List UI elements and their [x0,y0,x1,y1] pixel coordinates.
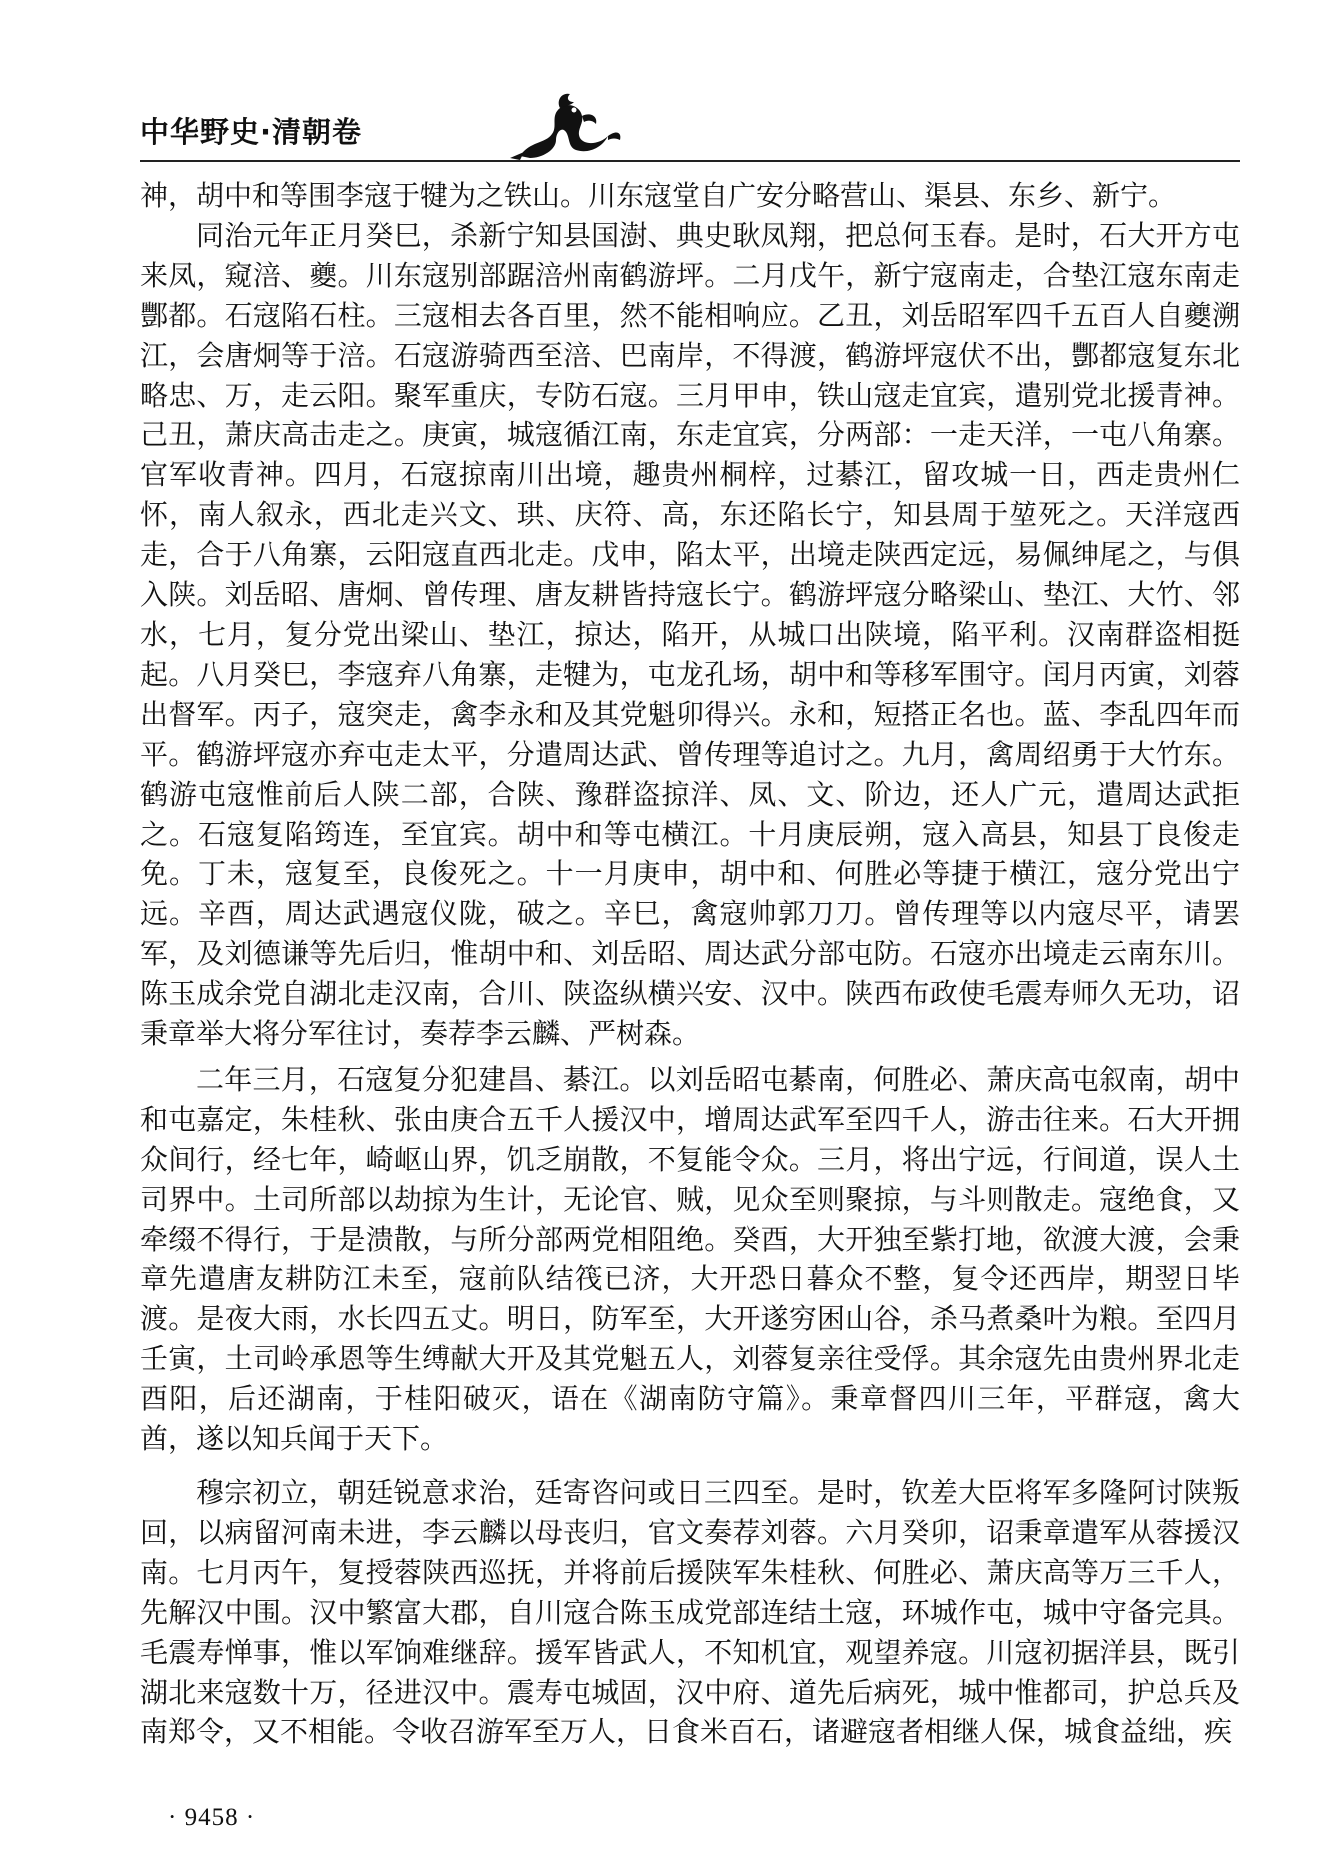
page-number: · 9458 · [168,1804,256,1831]
header-rule [140,160,1240,162]
main-text [140,176,1240,1752]
paragraph: 神，胡中和等围李寇于犍为之铁山。川东寇堂自广安分略营山、渠县、东乡、新宁。 [140,179,1177,212]
dragon-logo-icon [490,86,640,166]
book-title: 中华野史·清朝卷 [140,115,363,149]
paragraph: 同治元年正月癸巳，杀新宁知县国澍、典史耿凤翔，把总何玉春。是时，石大开方屯来凤，窥涪、夔。川东寇别部踞涪州南鹤游坪。二月戊午，新宁寇南走，合垫江寇东南走酆都。石寇陷石柱。三寇相去各百里，然不能相响应。乙丑，刘岳昭军四千五百人自夔溯江，会唐炯等于涪。石寇游骑西至涪、巴南岸，不得渡，鹤游坪寇伏不出，酆都寇复东北略忠、万，走云阳。聚军重庆，专防石寇。三月甲申，铁山寇走宜宾，遣别党北援青神。己丑，萧庆高击走之。庚寅，城寇循江南，东走宜宾，分两部：一走天洋，一屯八角寨。官军收青神。四月，石寇掠南川出境，趣贵州桐梓，过綦江，留攻城一日，西走贵州仁怀，南人叙永，西北走兴文、珙、庆符、高，东还陷长宁，知县周于堃死之。天洋寇西走，合于八角寨，云阳寇直西北走。戊申，陷太平，出境走陕西定远，易佩绅尾之，与俱入陕。刘岳昭、唐炯、曾传理、唐友耕皆持寇长宁。鹤游坪寇分略梁山、垫江、大竹、邻水，七月，复分党出梁山、垫江，掠达，陷开，从城口出陕境，陷平利。汉南群盗相挺起。八月癸巳，李寇弃八角寨，走犍为，屯龙孔场，胡中和等移军围守。闰月丙寅，刘蓉出督军。丙子，寇突走，禽李永和及其党魁卯得兴。永和，短搭正名也。蓝、李乱四年而平。鹤游坪寇亦弃屯走太平，分遣周达武、曾传理等追讨之。九月，禽周绍勇于大竹东。鹤游屯寇惟前后人陕二部，合陕、豫群盗掠洋、凤、文、阶边，还人广元，遣周达武拒之。石寇复陷筠连，至宜宾。胡中和等屯横江。十月庚辰朔，寇入高县，知县丁良俊走免。丁未，寇复至，良俊死之。十一月庚申，胡中和、何胜必等捷于横江，寇分党出宁远。辛酉，周达武遇寇仪陇，破之。辛巳，禽寇帅郭刀刀。曾传理等以内寇尽平，请罢军，及刘德谦等先后归，惟胡中和、刘岳昭、周达武分部屯防。石寇亦出境走云南东川。陈玉成余党自湖北走汉南，合川、陕盗纵横兴安、汉中。陕西布政使毛震寿师久无功，诏秉章举大将分军往讨，奏荐李云麟、严树森。 [140,218,1240,1051]
paragraph: 二年三月，石寇复分犯建昌、綦江。以刘岳昭屯綦南，何胜必、萧庆高屯叙南，胡中和屯嘉定，朱桂秋、张由庚合五千人援汉中，增周达武军至四千人，游击往来。石大开拥众间行，经七年，崎岖山界，饥乏崩散，不复能令众。三月，将出宁远，行间道，误人土司界中。土司所部以劫掠为生计，无论官、贼，见众至则聚掠，与斗则散走。寇绝食，又牵缀不得行，于是溃散，与所分部两党相阻绝。癸酉，大开独至紫打地，欲渡大渡，会秉章先遣唐友耕防江未至，寇前队结筏已济，大开恐日暮众不整，复令还西岸，期翌日毕渡。是夜大雨，水长四五丈。明日，防军至，大开遂穷困山谷，杀马煮桑叶为粮。至四月壬寅，土司岭承恩等生缚献大开及其党魁五人，刘蓉复亲往受俘。其余寇先由贵州界北走酉阳，后还湖南，于桂阳破灭，语在《湖南防守篇》。秉章督四川三年，平群寇，禽大酋，遂以知兵闻于天下。 [140,1062,1240,1456]
paragraph: 穆宗初立，朝廷锐意求治，廷寄咨问或日三四至。是时，钦差大臣将军多隆阿讨陕叛回，以病留河南未进，李云麟以母丧归，官文奏荐刘蓉。六月癸卯，诏秉章遣军从蓉援汉南。七月丙午，复授蓉陕西巡抚，并将前后援陕军朱桂秋、何胜必、萧庆高等万三千人，先解汉中围。汉中繁富大郡，自川寇合陈玉成党部连结土寇，环城作屯，城中守备完具。毛震寿惮事，惟以军饷难继辞。援军皆武人，不知机宜，观望养寇。川寇初据洋县，既引湖北来寇数十万，径进汉中。震寿屯城固，汉中府、道先后病死，城中惟都司，护总兵及南郑令，又不相能。令收召游军至万人，日食米百石，诸避寇者相继人保，城食益绌，疾 [140,1476,1240,1749]
running-header [140,86,1240,166]
